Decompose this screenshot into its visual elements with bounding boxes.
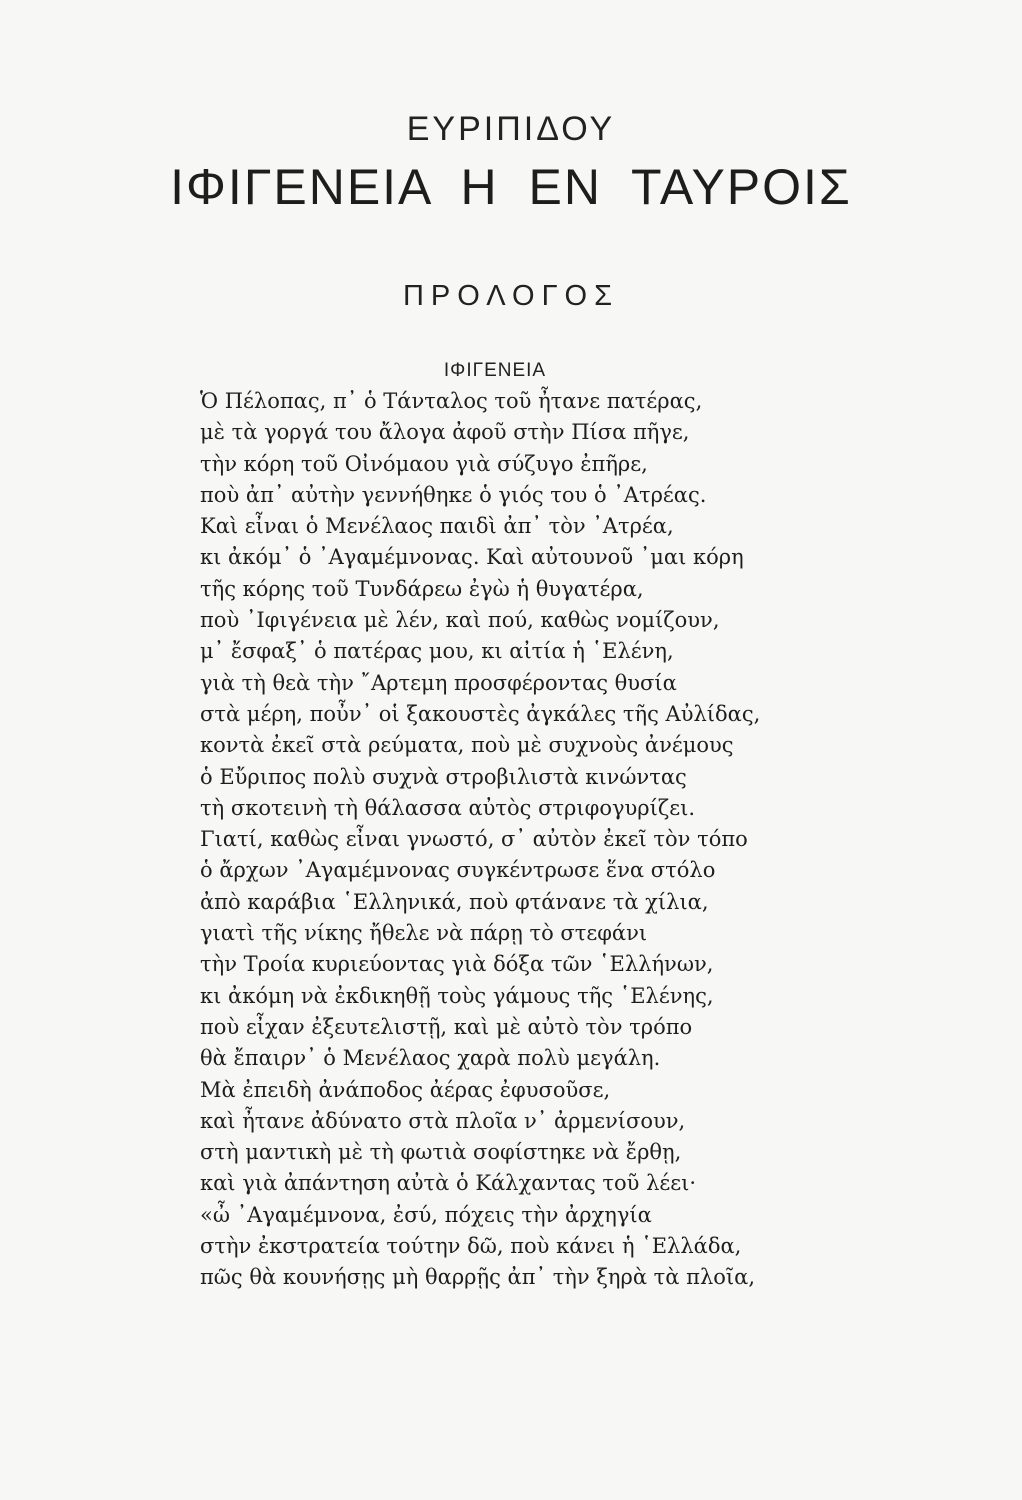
verse-line: καὶ ἦτανε ἀδύνατο στὰ πλοῖα ν᾿ ἀρμενίσουν, xyxy=(200,1108,686,1133)
verse-line: Καὶ εἶναι ὁ Μενέλαος παιδὶ ἀπ᾿ τὸν ᾿Ατρέα, xyxy=(200,514,674,539)
verse-line: γιατὶ τῆς νίκης ἤθελε νὰ πάρῃ τὸ στεφάνι xyxy=(200,921,648,946)
verse-line: πῶς θὰ κουνήσῃς μὴ θαρρῇς ἀπ᾿ τὴν ξηρὰ τὰ πλοῖα, xyxy=(200,1265,756,1290)
verse-line: «ὦ ᾿Αγαμέμνονα, ἐσύ, πόχεις τὴν ἀρχηγία xyxy=(200,1202,652,1227)
verse-line: μὲ τὰ γοργά του ἄλογα ἀφοῦ στὴν Πίσα πῆγε, xyxy=(200,420,690,445)
verse-line: θὰ ἔπαιρν᾿ ὁ Μενέλαος χαρὰ πολὺ μεγάλη. xyxy=(200,1046,661,1071)
verse-line: γιὰ τὴ θεὰ τὴν ῎Αρτεμη προσφέροντας θυσία xyxy=(200,670,677,695)
verse-line: τὴ σκοτεινὴ τὴ θάλασσα αὐτὸς στριφογυρίζει. xyxy=(200,795,696,820)
verse-line: ποὺ ᾿Ιφιγένεια μὲ λέν, καὶ πού, καθὼς νομίζουν, xyxy=(200,608,720,633)
verse-line: τὴν Τροία κυριεύοντας γιὰ δόξα τῶν ῾Ελλήνων, xyxy=(200,952,714,977)
verse-line: Μὰ ἐπειδὴ ἀνάποδος ἀέρας ἐφυσοῦσε, xyxy=(200,1077,611,1102)
play-title: ΙΦΙΓΕΝΕΙΑ Η ΕΝ ΤΑΥΡΟΙΣ xyxy=(170,159,852,215)
verse-line: τὴν κόρη τοῦ Οἰνόμαου γιὰ σύζυγο ἐπῆρε, xyxy=(200,451,648,476)
verse-text xyxy=(200,386,840,1294)
verse-line: στὴ μαντικὴ μὲ τὴ φωτιὰ σοφίστηκε νὰ ἔρθῃ, xyxy=(200,1140,682,1165)
verse-line: ποὺ ἀπ᾿ αὐτὴν γεννήθηκε ὁ γιός του ὁ ᾿Ατρέας. xyxy=(200,482,707,507)
verse-line: ὁ ἄρχων ᾿Αγαμέμνονας συγκέντρωσε ἕνα στόλο xyxy=(200,858,716,883)
verse-line: στὴν ἐκστρατεία τούτην δῶ, ποὺ κάνει ἡ ῾Ελλάδα, xyxy=(200,1234,742,1259)
author-heading: ΕΥΡΙΠΙΔΟΥ xyxy=(406,110,616,148)
verse-line: ἀπὸ καράβια ῾Ελληνικά, ποὺ φτάνανε τὰ χίλια, xyxy=(200,889,709,914)
verse-line: ποὺ εἶχαν ἐξευτελιστῇ, καὶ μὲ αὐτὸ τὸν τρόπο xyxy=(200,1014,693,1039)
verse-line: κοντὰ ἐκεῖ στὰ ρεύματα, ποὺ μὲ συχνοὺς ἀνέμους xyxy=(200,733,734,758)
verse-line: τῆς κόρης τοῦ Τυνδάρεω ἐγὼ ἡ θυγατέρα, xyxy=(200,576,644,601)
verse-line: Ὁ Πέλοπας, π᾿ ὁ Τάνταλος τοῦ ἦτανε πατέρας, xyxy=(200,389,703,413)
speaker-name: ΙΦΙΓΕΝΕΙΑ xyxy=(443,360,547,381)
verse-line: μ᾿ ἔσφαξ᾿ ὁ πατέρας μου, κι αἰτία ἡ ῾Ελένη, xyxy=(200,639,674,664)
verse-line: κι ἀκόμη νὰ ἐκδικηθῇ τοὺς γάμους τῆς ῾Ελένης, xyxy=(200,983,714,1008)
verse-line: ὁ Εὔριπος πολὺ συχνὰ στροβιλιστὰ κινώντας xyxy=(200,764,687,789)
verse-line: κι ἀκόμ᾿ ὁ ᾿Αγαμέμνονας. Καὶ αὐτουνοῦ ᾿μαι κόρη xyxy=(200,545,744,570)
section-heading: ΠΡΟΛΟΓΟΣ xyxy=(402,280,620,312)
verse-line: καὶ γιὰ ἀπάντηση αὐτὰ ὁ Κάλχαντας τοῦ λέει· xyxy=(200,1171,697,1196)
verse-line: Γιατί, καθὼς εἶναι γνωστό, σ᾿ αὐτὸν ἐκεῖ τὸν τόπο xyxy=(200,827,748,852)
verse-line: στὰ μέρη, ποὖν᾿ οἱ ξακουστὲς ἀγκάλες τῆς Αὐλίδας, xyxy=(200,701,761,726)
